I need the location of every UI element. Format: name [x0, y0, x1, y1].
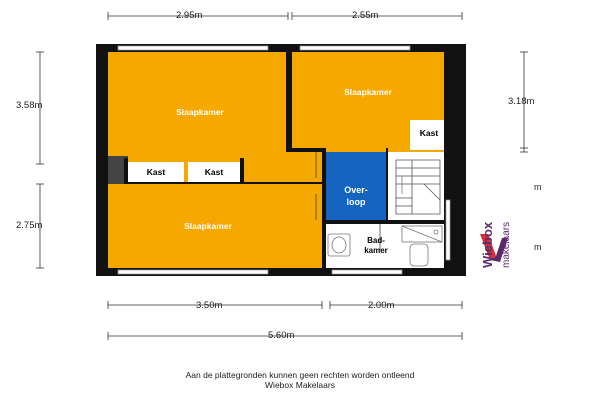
side-marker-2: m — [534, 242, 542, 252]
room-label-kast-left-2: Kast — [204, 167, 224, 177]
dim-bottom-left: 3.50m — [196, 300, 223, 311]
dim-left-upper: 3.58m — [16, 100, 43, 111]
room-label-bedroom-top-right: Slaapkamer — [344, 87, 392, 97]
brand-name: Wiebox — [480, 221, 495, 268]
room-label-bedroom-bottom: Slaapkamer — [184, 221, 232, 231]
overloop-line1: Over- — [344, 185, 368, 195]
room-label-kast-left-1: Kast — [146, 167, 166, 177]
footer-company: Wiebox Makelaars — [265, 380, 335, 390]
room-label-kast-right: Kast — [419, 128, 439, 138]
badkamer-line2: kamer — [364, 246, 388, 255]
brand-text — [480, 221, 495, 278]
room-label-overloop — [330, 184, 382, 208]
dim-bottom-total: 5.60m — [268, 330, 295, 341]
room-label-bedroom-top-left: Slaapkamer — [176, 107, 224, 117]
dim-top-right: 2.55m — [352, 10, 379, 21]
dim-left-lower: 2.75m — [16, 220, 43, 231]
badkamer-line1: Bad- — [367, 236, 385, 245]
side-marker-1: m — [534, 182, 542, 192]
brand-sub-wrap — [496, 221, 512, 278]
room-label-badkamer — [354, 236, 398, 256]
dim-bottom-right: 2.00m — [368, 300, 395, 311]
dim-top-left: 2.95m — [176, 10, 203, 21]
brand-subtitle: makelaars — [501, 221, 512, 268]
footer-disclaimer: Aan de plattegronden kunnen geen rechten worden ontleend — [185, 370, 415, 380]
overloop-line2: loop — [346, 197, 366, 207]
dim-right-upper: 3.18m — [508, 96, 535, 107]
